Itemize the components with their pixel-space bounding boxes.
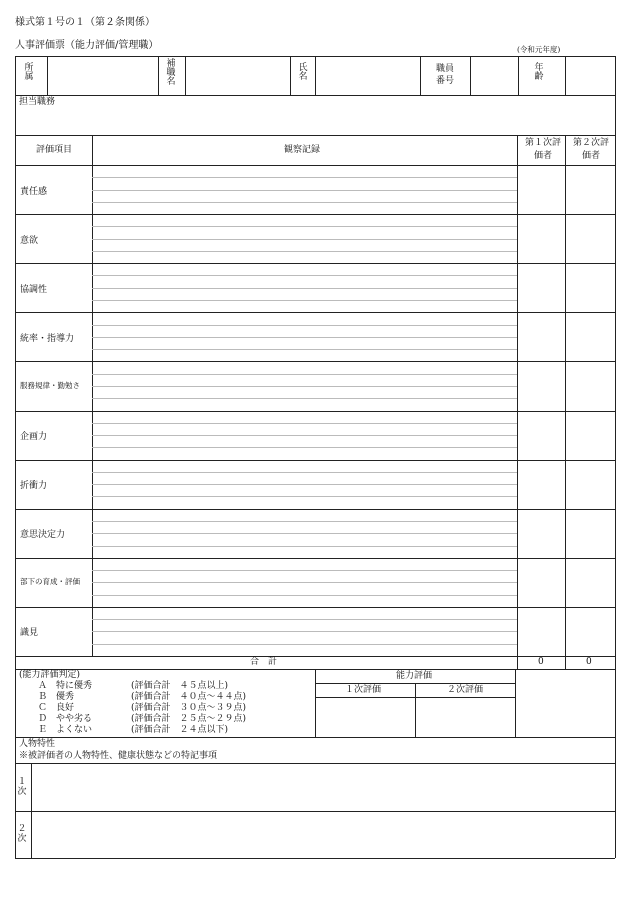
fiscal-year: (令和元年度) bbox=[517, 45, 561, 54]
label-shimei: 氏名 bbox=[298, 63, 308, 82]
category-label: 折衝力 bbox=[20, 481, 48, 491]
first-evaluator-score-field[interactable] bbox=[518, 215, 564, 262]
hoshoku-mei-field[interactable] bbox=[186, 57, 289, 94]
judgement-heading: (能力評価判定) bbox=[19, 670, 81, 680]
first-evaluator-score-field[interactable] bbox=[518, 412, 564, 459]
range-c: (評価合計 ３０点～３９点) bbox=[131, 703, 247, 713]
total-label: 合 計 bbox=[250, 657, 278, 667]
observation-record-field[interactable] bbox=[93, 608, 516, 655]
second-evaluator-score-field[interactable] bbox=[566, 362, 614, 409]
jinbutsu-note: ※被評価者の人物特性、健康状態などの特記事項 bbox=[19, 751, 218, 761]
range-d: (評価合計 ２５点～２９点) bbox=[131, 714, 247, 724]
observation-record-field[interactable] bbox=[93, 510, 516, 557]
grade-d: Ｄ やや劣る bbox=[38, 714, 93, 724]
form-number: 様式第１号の１（第２条関係） bbox=[15, 17, 155, 28]
th-second-evaluator: 第２次評価者 bbox=[573, 138, 610, 161]
label-tanto-shokumu: 担当職務 bbox=[19, 97, 56, 107]
range-b: (評価合計 ４０点～４４点) bbox=[131, 692, 247, 702]
label-hoshoku-mei: 補職名 bbox=[166, 59, 176, 87]
second-evaluator-score-field[interactable] bbox=[566, 166, 614, 213]
range-a: (評価合計 ４５点以上) bbox=[131, 681, 229, 691]
total-first: 0 bbox=[538, 657, 544, 667]
second-evaluator-score-field[interactable] bbox=[566, 412, 614, 459]
first-evaluator-score-field[interactable] bbox=[518, 362, 564, 409]
shokuin-bango-field[interactable] bbox=[471, 57, 517, 94]
category-label: 部下の育成・評価 bbox=[20, 577, 80, 586]
category-label: 協調性 bbox=[20, 285, 48, 295]
th-first-evaluator: 第１次評価者 bbox=[525, 138, 562, 161]
category-label: 意思決定力 bbox=[20, 530, 66, 540]
second-evaluator-score-field[interactable] bbox=[566, 264, 614, 311]
second-evaluator-score-field[interactable] bbox=[566, 215, 614, 262]
shimei-field[interactable] bbox=[316, 57, 419, 94]
shozoku-field[interactable] bbox=[48, 57, 157, 94]
observation-record-field[interactable] bbox=[93, 412, 516, 459]
jinbutsu-first-label: １次 bbox=[17, 777, 27, 797]
grade-a: Ａ 特に優秀 bbox=[38, 681, 93, 691]
jinbutsu-first-field[interactable] bbox=[32, 764, 614, 810]
category-label: 企画力 bbox=[20, 432, 48, 442]
th-record: 観察記録 bbox=[284, 145, 321, 155]
observation-record-field[interactable] bbox=[93, 461, 516, 508]
noryoku-second: ２次評価 bbox=[447, 685, 484, 695]
jinbutsu-title: 人物特性 bbox=[19, 739, 56, 749]
range-e: (評価合計 ２４点以下) bbox=[131, 725, 229, 735]
noryoku-first: １次評価 bbox=[345, 685, 382, 695]
category-label: 識見 bbox=[20, 628, 39, 638]
label-shokuin-bango: 職員番号 bbox=[436, 64, 455, 86]
second-evaluator-score-field[interactable] bbox=[566, 313, 614, 360]
second-evaluator-score-field[interactable] bbox=[566, 608, 614, 655]
category-label: 服務規律・勤勉さ bbox=[20, 381, 80, 390]
first-evaluator-score-field[interactable] bbox=[518, 559, 564, 606]
form-title: 人事評価票（能力評価/管理職） bbox=[15, 40, 159, 51]
nenrei-field[interactable] bbox=[566, 57, 614, 94]
grade-e: Ｅ よくない bbox=[38, 725, 93, 735]
th-item: 評価項目 bbox=[36, 145, 73, 155]
category-label: 統率・指導力 bbox=[20, 334, 75, 344]
first-evaluator-score-field[interactable] bbox=[518, 264, 564, 311]
observation-record-field[interactable] bbox=[93, 166, 516, 213]
observation-record-field[interactable] bbox=[93, 264, 516, 311]
jinbutsu-second-label: ２次 bbox=[17, 824, 27, 844]
first-evaluator-score-field[interactable] bbox=[518, 461, 564, 508]
jinbutsu-second-field[interactable] bbox=[32, 812, 614, 857]
grade-b: Ｂ 優秀 bbox=[38, 692, 75, 702]
observation-record-field[interactable] bbox=[93, 313, 516, 360]
noryoku-first-field[interactable] bbox=[316, 698, 414, 736]
label-shozoku: 所属 bbox=[24, 63, 34, 82]
first-evaluator-score-field[interactable] bbox=[518, 166, 564, 213]
first-evaluator-score-field[interactable] bbox=[518, 313, 564, 360]
category-label: 責任感 bbox=[20, 187, 48, 197]
noryoku-hyoka-title: 能力評価 bbox=[396, 671, 433, 681]
second-evaluator-score-field[interactable] bbox=[566, 510, 614, 557]
second-evaluator-score-field[interactable] bbox=[566, 461, 614, 508]
category-label: 意欲 bbox=[20, 236, 39, 246]
first-evaluator-score-field[interactable] bbox=[518, 608, 564, 655]
first-evaluator-score-field[interactable] bbox=[518, 510, 564, 557]
observation-record-field[interactable] bbox=[93, 215, 516, 262]
observation-record-field[interactable] bbox=[93, 362, 516, 409]
second-evaluator-score-field[interactable] bbox=[566, 559, 614, 606]
grade-c: Ｃ 良好 bbox=[38, 703, 75, 713]
observation-record-field[interactable] bbox=[93, 559, 516, 606]
noryoku-second-field[interactable] bbox=[416, 698, 514, 736]
total-second: 0 bbox=[586, 657, 592, 667]
tanto-shokumu-field[interactable] bbox=[16, 110, 614, 134]
label-nenrei: 年齢 bbox=[534, 63, 544, 82]
